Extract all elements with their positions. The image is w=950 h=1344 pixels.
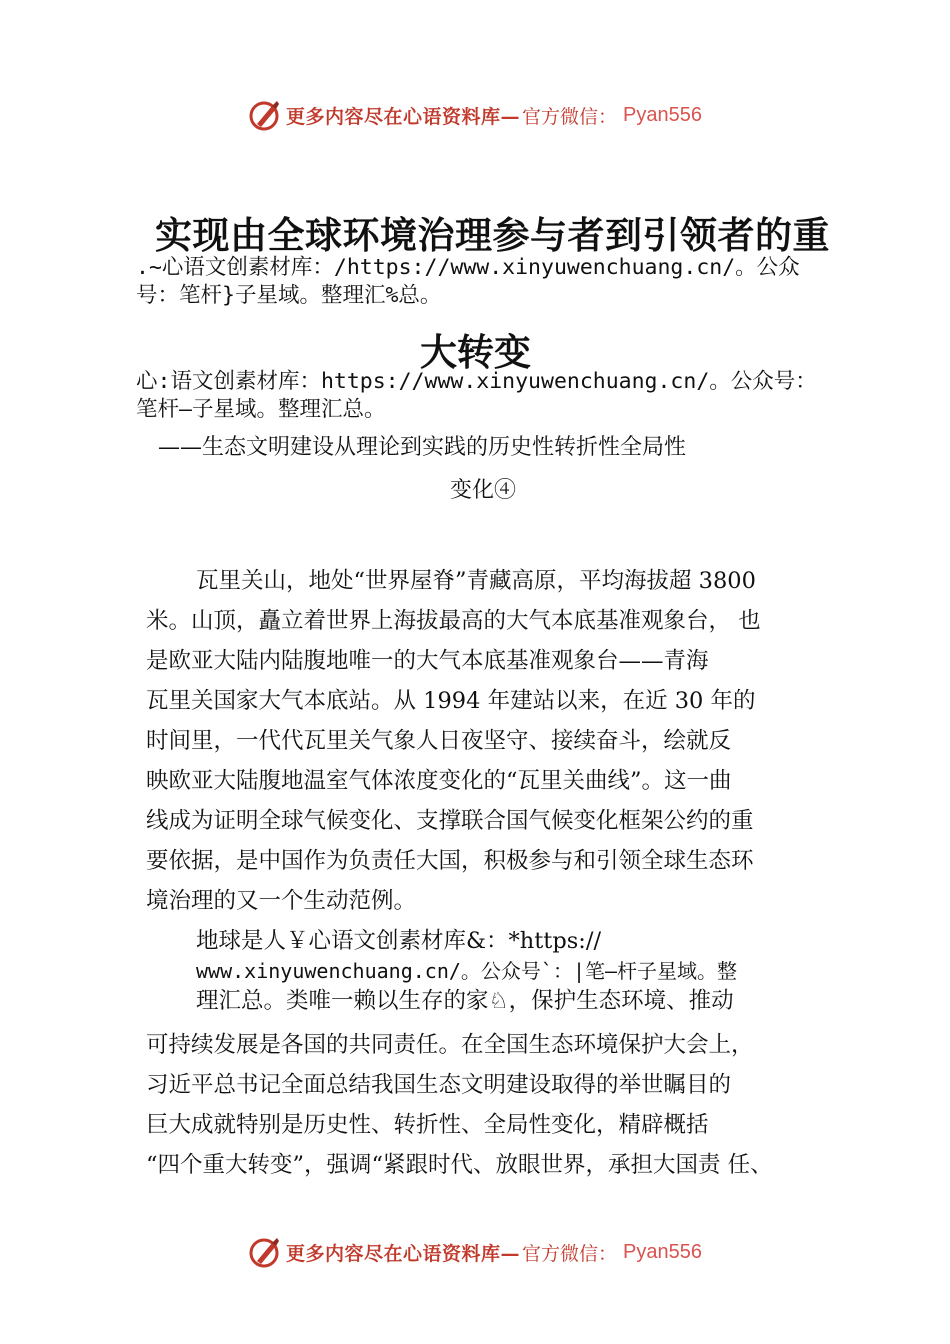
- paragraph-line: 理汇总。类唯一赖以生存的家♘，保护生态环境、推动: [196, 988, 734, 1014]
- paragraph-line: 瓦里关国家大气本底站。从 1994 年建站以来，在近 30 年的: [146, 688, 756, 714]
- watermark-line: 心:语文创素材库：https://www.xinyuwenchuang.cn/。公众号：: [136, 369, 817, 394]
- paragraph-line: 映欧亚大陆腹地温室气体浓度变化的“瓦里关曲线”。这一曲: [146, 768, 732, 794]
- paragraph-line: 时间里，一代代瓦里关气象人日夜坚守、接续奋斗，绘就反: [146, 728, 732, 754]
- banner-wechat-label: 官方微信：: [522, 105, 618, 128]
- paragraph-line: 可持续发展是各国的共同责任。在全国生态环境保护大会上，: [146, 1032, 754, 1058]
- watermark-line: 号：笔杆}子星域。整理汇%总。: [136, 283, 442, 308]
- banner-wechat-id: Pyan556: [623, 1240, 702, 1263]
- watermark-line: .~心语文创素材库：/https://www.xinyuwenchuang.cn/。公众: [136, 255, 800, 280]
- footer-banner: [0, 1232, 950, 1272]
- paragraph-line: 要依据，是中国作为负责任大国，积极参与和引领全球生态环: [146, 848, 754, 874]
- title-line-1: 实现由全球环境治理参与者到引领者的重: [155, 213, 830, 257]
- subtitle-line-1: ——生态文明建设从理论到实践的历史性转折性全局性: [158, 435, 687, 460]
- paragraph-line: 瓦里关山，地处“世界屋脊”青藏高原，平均海拔超 3800: [196, 568, 756, 594]
- paragraph-watermark-line: www.xinyuwenchuang.cn/。公众号`：|笔—杆子星域。整: [196, 959, 738, 983]
- paragraph-line: “四个重大转变”，强调“紧跟时代、放眼世界，承担大国责 任、: [146, 1152, 773, 1178]
- banner-wechat-id: Pyan556: [623, 103, 702, 126]
- watermark-block-1: [136, 254, 856, 310]
- watermark-block-2: [136, 368, 856, 424]
- paragraph-line: 线成为证明全球气候变化、支撑联合国气候变化框架公约的重: [146, 808, 754, 834]
- paragraph-line: 是欧亚大陆内陆腹地唯一的大气本底基准观象台——青海: [146, 648, 709, 674]
- header-banner: [0, 95, 950, 135]
- paragraph-line: 习近平总书记全面总结我国生态文明建设取得的举世瞩目的: [146, 1072, 732, 1098]
- banner-text: 更多内容尽在心语资料库—: [286, 105, 521, 128]
- watermark-line: 笔杆—子星域。整理汇总。: [136, 397, 386, 422]
- pen-logo-icon: [248, 1235, 282, 1269]
- title-line-2: 大转变: [420, 330, 531, 374]
- banner-text: 更多内容尽在心语资料库—: [286, 1242, 521, 1265]
- paragraph-line: 巨大成就特别是历史性、转折性、全局性变化，精辟概括: [146, 1112, 709, 1138]
- subtitle-line-2: 变化④: [450, 478, 517, 503]
- paragraph-line: 境治理的又一个生动范例。: [146, 888, 417, 914]
- paragraph-line: 地球是人￥心语文创素材库&：*https://: [196, 928, 602, 954]
- pen-logo-icon: [248, 98, 282, 132]
- banner-wechat-label: 官方微信：: [522, 1242, 618, 1265]
- paragraph-line: 米。山顶，矗立着世界上海拔最高的大气本底基准观象台， 也: [146, 608, 761, 634]
